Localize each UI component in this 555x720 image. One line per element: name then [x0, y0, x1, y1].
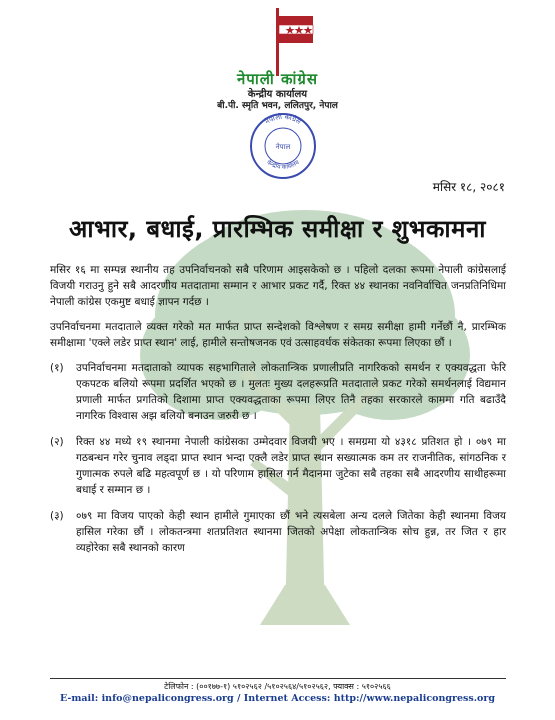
list-item: [50, 508, 506, 556]
list-item-number: (३): [50, 510, 64, 522]
paragraph: उपनिर्वाचनमा मतदाताले व्यक्त गरेको मत मार्फत प्राप्त सन्देशको विश्लेषण र समग्र समीक्षा हामी गर्नेछौं नै, प्रारम्भिक समीक्षामा 'एक्ले लडेर प्राप्त स्थान' लाई, हामीले सन्तोषजनक एवं उत्साहवर्धक संकेतका रूपमा लिएका छौं ।: [50, 321, 506, 349]
stamp-text-center: नेपाल: [275, 143, 291, 151]
document-body: [50, 262, 506, 566]
party-name: नेपाली कांग्रेस: [236, 70, 318, 88]
document-date: मसिर १८, २०८१: [432, 180, 505, 194]
list-item-number: (२): [50, 436, 64, 448]
list-item: [50, 360, 506, 424]
office-stamp-icon: [244, 110, 322, 180]
list-item-number: (१): [50, 362, 64, 374]
svg-text:नेपाली कांग्रेस: [263, 112, 302, 126]
footer-divider: [50, 678, 506, 679]
footer-phone: टेलिफोन : (००१७७-१) ५१०२५६२ /५१०२५६४/५१०२५६२, फ्याक्स : ५१०२५६६: [164, 682, 391, 691]
list-item-text: उपनिर्वाचनमा मतदाताको व्यापक सहभागिताले लोकतान्त्रिक प्रणालीप्रति नागरिकको समर्थन र एक्यवद्धता फेरि एकपटक बलियो रूपमा प्रदर्शित भएको छ । मुलतः मुख्य दलहरूप्रति मतदाताले प्रकट गरेको समर्थनलाई विद्यमान प्रणाली मार्फत प्रगतिको दिशामा प्राप्त एक्यवद्धताका रूपमा लिएर तिनै तहका सरकारले काममा गति बढाउँदै नागरिक विश्वास अझ बलियो बनाउन जरुरी छ ।: [76, 362, 506, 422]
list-item-text: रिक्त ४४ मध्ये १९ स्थानमा नेपाली कांग्रेसका उम्मेदवार विजयी भए । समग्रमा यो ४३१८ प्रतिशत हो । ०७९ मा गठबन्धन गरेर चुनाव लड्दा प्राप्त स्थान भन्दा एक्लै लडेर प्राप्त स्थान सख्यात्मक कम तर राजनीतिक, सांगठनिक र गुणात्मक रुपले बढि महत्वपूर्ण छ । यो परिणाम हासिल गर्न मैदानमा जुटेका सबै तहका सबै आदरणीय साथीहरूमा बधाई र सम्मान छ ।: [76, 436, 506, 496]
list-item: [50, 434, 506, 498]
office-name: केन्द्रीय कार्यालय: [247, 89, 308, 100]
stamp-text-bottom: केन्द्रीय कार्यालय: [265, 158, 301, 172]
stamp-text-top: नेपाली कांग्रेस: [263, 112, 303, 126]
paragraph: मसिर १६ मा सम्पन्न स्थानीय तह उपनिर्वाचनको सबै परिणाम आइसकेको छ । पहिलो दलका रूपमा नेपाली कांग्रेसलाई विजयी गराउनु हुने सबै आदरणीय मतदातामा सम्मान र आभार प्रकट गर्दै, रिक्त ४४ स्थानका नवनिर्वाचित जनप्रतिनिधिमा नेपाली कांग्रेस एकमुष्ट बधाई ज्ञापन गर्दछ ।: [50, 264, 506, 308]
office-address: बी.पी. स्मृति भवन, ललितपुर, नेपाल: [217, 101, 338, 111]
svg-text:केन्द्रीय कार्यालय: [265, 158, 301, 171]
footer-contact-link[interactable]: E-mail: info@nepalicongress.org / Internet Access: http://www.nepalicongress.org: [59, 693, 496, 704]
list-item-text: ०७९ मा विजय पाएको केही स्थान हामीले गुमाएका छौं भने त्यसबेला अन्य दलले जितेका केही स्थानमा विजय हासिल गरेका छौं । लोकतन्त्रमा शतप्रतिशत स्थानमा जितको अपेक्षा लोकतान्त्रिक सोच हुन्न, तर जित र हार व्यहोरेका सबै स्थानको कारण: [76, 510, 506, 554]
document-headline: आभार, बधाई, प्रारम्भिक समीक्षा र शुभकामना: [68, 215, 487, 243]
